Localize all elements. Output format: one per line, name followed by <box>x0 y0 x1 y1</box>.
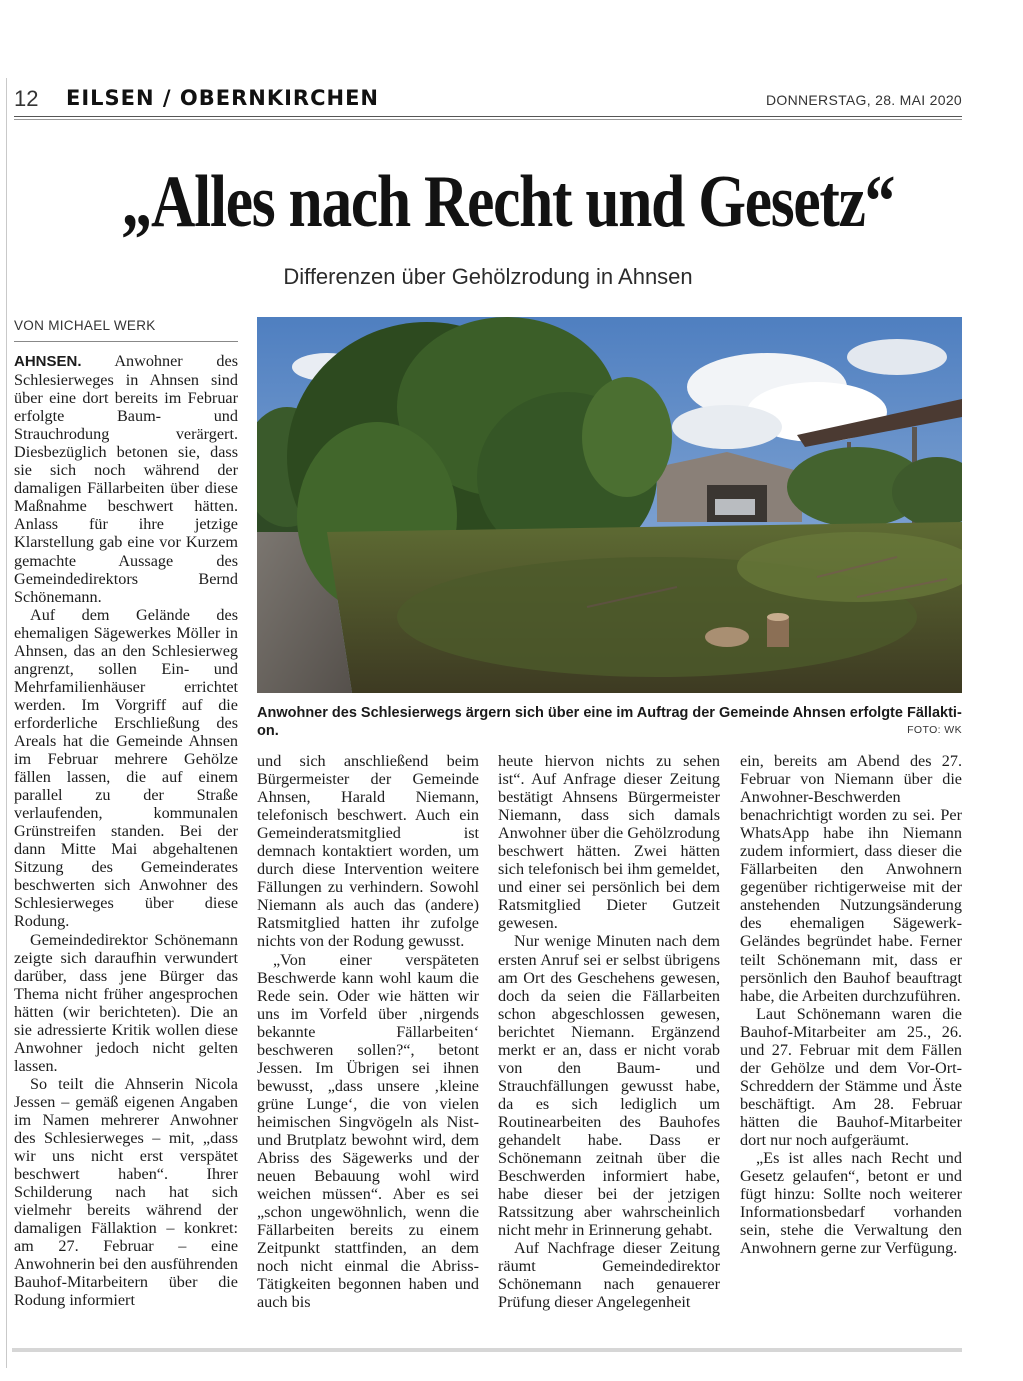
paragraph: Auf Nachfrage dieser Zeitung räumt Gemeindedirektor Schönemann nach genauerer Prüfung dieser Angelegenheit <box>498 1239 720 1312</box>
issue-date: DONNERSTAG, 28. MAI 2020 <box>765 92 962 108</box>
page-number: 12 <box>14 86 39 111</box>
article-column-3 <box>498 752 720 1311</box>
header-rule-secondary <box>14 119 962 120</box>
paragraph: Gemeindedirektor Schönemann zeigte sich daraufhin verwundert darüber, dass jene Bürger das Thema nicht früher angesprochen hätten (wir berichteten). Die an sie adressierte Kritik wollen diese Anwohner jedoch nicht gelten lassen. <box>14 930 238 1075</box>
paragraph: und sich anschließend beim Bürgermeister der Gemeinde Ahnsen, Harald Niemann, telefonisch beschwert. Auch ein Gemeinderatsmitglied ist demnach kontaktiert worden, um durch diese Intervention weitere Fällungen zu verhindern. Sowohl Niemann als auch das (andere) Ratsmitglied hatten ihr zufolge nichts von der Rodung gewusst. <box>257 752 479 951</box>
paragraph: „Von einer verspäteten Beschwerde kann wohl kaum die Rede sein. Oder wie hätten wir uns im Vorfeld über ‚nirgends bekannte Fällarbeiten‘ beschweren sollen?“, betont Jessen. Im Übrigen sei ihnen bewusst, „dass unsere ‚kleine grüne Lunge‘, die von vielen heimischen Singvögeln als Nist- und Brutplatz bewohnt wird, dem Abriss des Sägewerks und der neuen Bebauung wohl wird weichen müssen“. Aber es sei „schon ungewöhnlich, wenn die Fällarbeiten bereits zu einem Zeitpunkt stattfinden, an dem noch nicht einmal die Abriss-Tätigkeiten begonnen haben und auch bis <box>257 950 479 1312</box>
paragraph: heute hiervon nichts zu sehen ist“. Auf Anfrage dieser Zeitung bestätigt Ahnsens Bürgermeister Niemann, dass sich damals Anwohner über die Gehölzrodung beschwert hätten. Zwei hätten sich telefonisch bei ihm gemeldet, und einer sei persönlich bei dem Ratsmitglied Dieter Gutzeit gewesen. <box>498 752 720 933</box>
article-column-1 <box>14 352 238 1309</box>
section-title: EILSEN / OBERNKIRCHEN <box>66 86 379 110</box>
photo-caption: Anwohner des Schlesierwegs ärgern sich über eine im Auftrag der Gemeinde Ahnsen erfolgte Fällakti-on. <box>257 705 962 739</box>
paragraph: „Es ist alles nach Recht und Gesetz gelaufen“, betont er und fügt hinzu: Sollte noch weiterer Informationsbedarf vorhanden sein, stehe die Verwaltung den Anwohnern gerne zur Verfügung. <box>740 1149 962 1258</box>
headline: „Alles nach Recht und Gesetz“ <box>121 161 895 243</box>
dateline: AHNSEN. <box>14 353 82 370</box>
byline: VON MICHAEL WERK <box>14 318 156 333</box>
byline-rule <box>14 341 238 342</box>
paragraph <box>14 352 238 606</box>
paragraph: Auf dem Gelände des ehemaligen Sägewerkes Möller in Ahnsen, das an den Schlesierweg angrenzt, sollen Ein- und Mehrfamilienhäuser errichtet werden. Im Vorgriff auf die erforderliche Erschließung des Areals hat die Gemeinde Ahnsen im Februar mehrere Gehölze fällen lassen, die auf einem parallel zu der Straße verlaufenden, kommunalen Grünstreifen standen. Bei der dann Mitte Mai abgehaltenen Sitzung des Gemeinderates beschwerten sich Anwohner des Schlesierweges über diese Rodung. <box>14 605 238 931</box>
page-bottom-rule <box>12 1348 962 1352</box>
article-photo <box>257 317 962 693</box>
article-column-2 <box>257 752 479 1311</box>
paragraph: Laut Schönemann waren die Bauhof-Mitarbeiter am 25., 26. und 27. Februar mit dem Fällen der Gehölze und dem Vor-Ort-Schreddern der Stämme und Äste beschäftigt. Am 28. Februar hätten die Bauhof-Mitarbeiter dort nur noch aufgeräumt. <box>740 1004 962 1149</box>
paragraph: ein, bereits am Abend des 27. Februar von Niemann über die Anwohner-Beschwerden benachrichtigt worden zu sei. Per WhatsApp habe ihn Niemann zudem informiert, dass dieser die Fällarbeiten den Anwohnern gegenüber richtigerweise mit der anstehenden Nutzungsänderung des ehemaligen Sägewerk-Geländes begründet habe. Ferner teilt Schönemann mit, dass er persönlich den Bauhof beauftragt habe, die Arbeiten durchzuführen. <box>740 752 962 1005</box>
cleared-hedgerow-photo <box>257 317 962 693</box>
subheadline: Differenzen über Gehölzrodung in Ahnsen <box>283 264 693 289</box>
photo-credit: FOTO: WK <box>907 724 962 736</box>
paragraph-text: Anwohner des Schlesierweges in Ahnsen sind über eine dort bereits im Februar erfolgte Baum- und Strauchrodung verärgert. Diesbezüglich betonen sie, dass sie sich noch während der damaligen Fällarbeiten über diese Maßnahme beschwert hätten. Anlass für ihre jetzige Klarstellung gab eine vor Kurzem gemachte Aussage des Gemeindedirektors Bernd Schönemann. <box>14 352 238 606</box>
paragraph: So teilt die Ahnserin Nicola Jessen – gemäß eigenen Angaben im Namen mehrerer Anwohner des Schlesierweges – mit, „dass wir uns nicht erst verspätet beschwert haben“. Ihrer Schilderung nach hat sich vielmehr bereits während der damaligen Fällaktion – konkret: am 27. Februar – eine Anwohnerin bei den ausführenden Bauhof-Mitarbeitern über die Rodung informiert <box>14 1074 238 1310</box>
header-rule <box>14 116 962 117</box>
paragraph: Nur wenige Minuten nach dem ersten Anruf sei er selbst übrigens am Ort des Geschehens gewesen, doch da seien die Fällarbeiten schon abgeschlossen gewesen, berichtet Niemann. Ergänzend merkt er an, dass er nicht vorab von den Baum- und Strauchfällungen gewusst habe, da es sich lediglich um Routinearbeiten des Bauhofes gehandelt habe. Dass er Schönemann zeitnah über die Beschwerden informiert habe, habe dieser bei der jetzigen Ratssitzung aber wahrscheinlich nicht mehr in Erinnerung gehabt. <box>498 932 720 1240</box>
page-header <box>14 86 964 114</box>
article-column-4 <box>740 752 962 1257</box>
